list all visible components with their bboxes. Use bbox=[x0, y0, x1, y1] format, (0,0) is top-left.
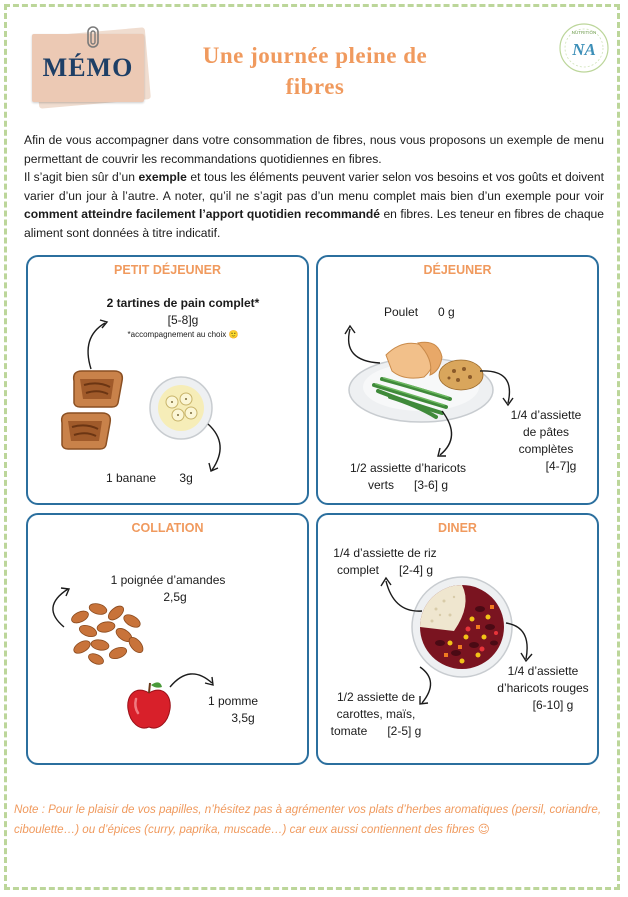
chicken-label: Poulet 0 g bbox=[384, 305, 455, 319]
card-title-dinner: DINER bbox=[438, 521, 477, 535]
banana-label: 1 banane 3g bbox=[106, 471, 193, 485]
green-beans-label: 1/2 assiette d’haricots verts [3-6] g bbox=[349, 461, 467, 492]
memo-label: MÉMO bbox=[42, 53, 134, 82]
card-lunch bbox=[316, 255, 599, 505]
arrow-icon bbox=[476, 367, 516, 407]
arrow-icon bbox=[432, 409, 462, 459]
arrow-icon bbox=[46, 585, 78, 629]
card-snack bbox=[26, 513, 309, 765]
page-title: Une journée pleine de fibres bbox=[202, 43, 428, 99]
apple-icon bbox=[126, 679, 172, 731]
card-title-snack: COLLATION bbox=[131, 521, 204, 535]
card-dinner bbox=[316, 513, 599, 765]
arrow-icon bbox=[504, 619, 534, 663]
nutrition-logo-icon bbox=[558, 22, 610, 74]
red-beans-label: 1/4 d’assiette d’haricots rouges [6-10] g bbox=[497, 664, 589, 712]
arrow-icon bbox=[83, 317, 113, 372]
rice-label: 1/4 d’assiette de riz complet [2-4] g bbox=[333, 546, 437, 577]
toast-icon bbox=[56, 409, 116, 451]
dinner-bowl-icon bbox=[410, 575, 514, 679]
arrow-icon bbox=[414, 665, 440, 707]
apple-label: 1 pomme 3,5g bbox=[207, 694, 259, 725]
card-title-lunch: DÉJEUNER bbox=[423, 263, 492, 277]
bread-label: 2 tartines de pain complet* [5-8]g bbox=[106, 296, 260, 327]
memo-tag bbox=[32, 28, 150, 108]
intro-text: Afin de vous accompagner dans votre consommation de fibres, nous vous proposons un exemple de menu permettant de couvrir les recommandations quotidiennes en fibres. Il s’agit bien sûr d’un exemple et tous les éléments peuvent varier selon vos besoins et vos goûts et doivent varier d’un jour à l’autre. A noter, qu’il ne s’agit pas d’un menu complet mais bien d’un exemple pour voir comment atteindre facilement l’apport quotidien recommandé en fibres. Les teneur en fibres de chaque aliment sont données à titre indicatif. bbox=[24, 133, 604, 240]
bread-note: *accompagnement au choix 🙂 bbox=[127, 330, 239, 339]
almond-label: 1 poignée d’amandes 2,5g bbox=[110, 573, 226, 604]
svg-text:NA: NA bbox=[572, 40, 596, 59]
pasta-label: 1/4 d’assiette de pâtes complètes [4-7]g bbox=[510, 408, 582, 473]
paperclip-icon bbox=[86, 26, 100, 48]
svg-text:NUTRITION: NUTRITION bbox=[571, 30, 597, 35]
card-title-breakfast: PETIT DÉJEUNER bbox=[114, 263, 221, 277]
arrow-icon bbox=[378, 573, 424, 613]
arrow-icon bbox=[204, 422, 228, 474]
card-breakfast bbox=[26, 255, 309, 505]
footer-note: Note : Pour le plaisir de vos papilles, n’hésitez pas à agrémenter vos plats d’herbes aromatiques (persil, coriandre, ciboulette…) ou d’épices (curry, paprika, muscade…) car eux aussi contiennent des fibres 😉 bbox=[14, 803, 602, 836]
toast-icon bbox=[68, 367, 128, 409]
arrow-icon bbox=[336, 323, 382, 365]
almonds-icon bbox=[66, 597, 146, 667]
arrow-icon bbox=[168, 665, 218, 695]
vegetables-label: 1/2 assiette de carottes, maïs, tomate [2-5] g bbox=[330, 690, 422, 738]
